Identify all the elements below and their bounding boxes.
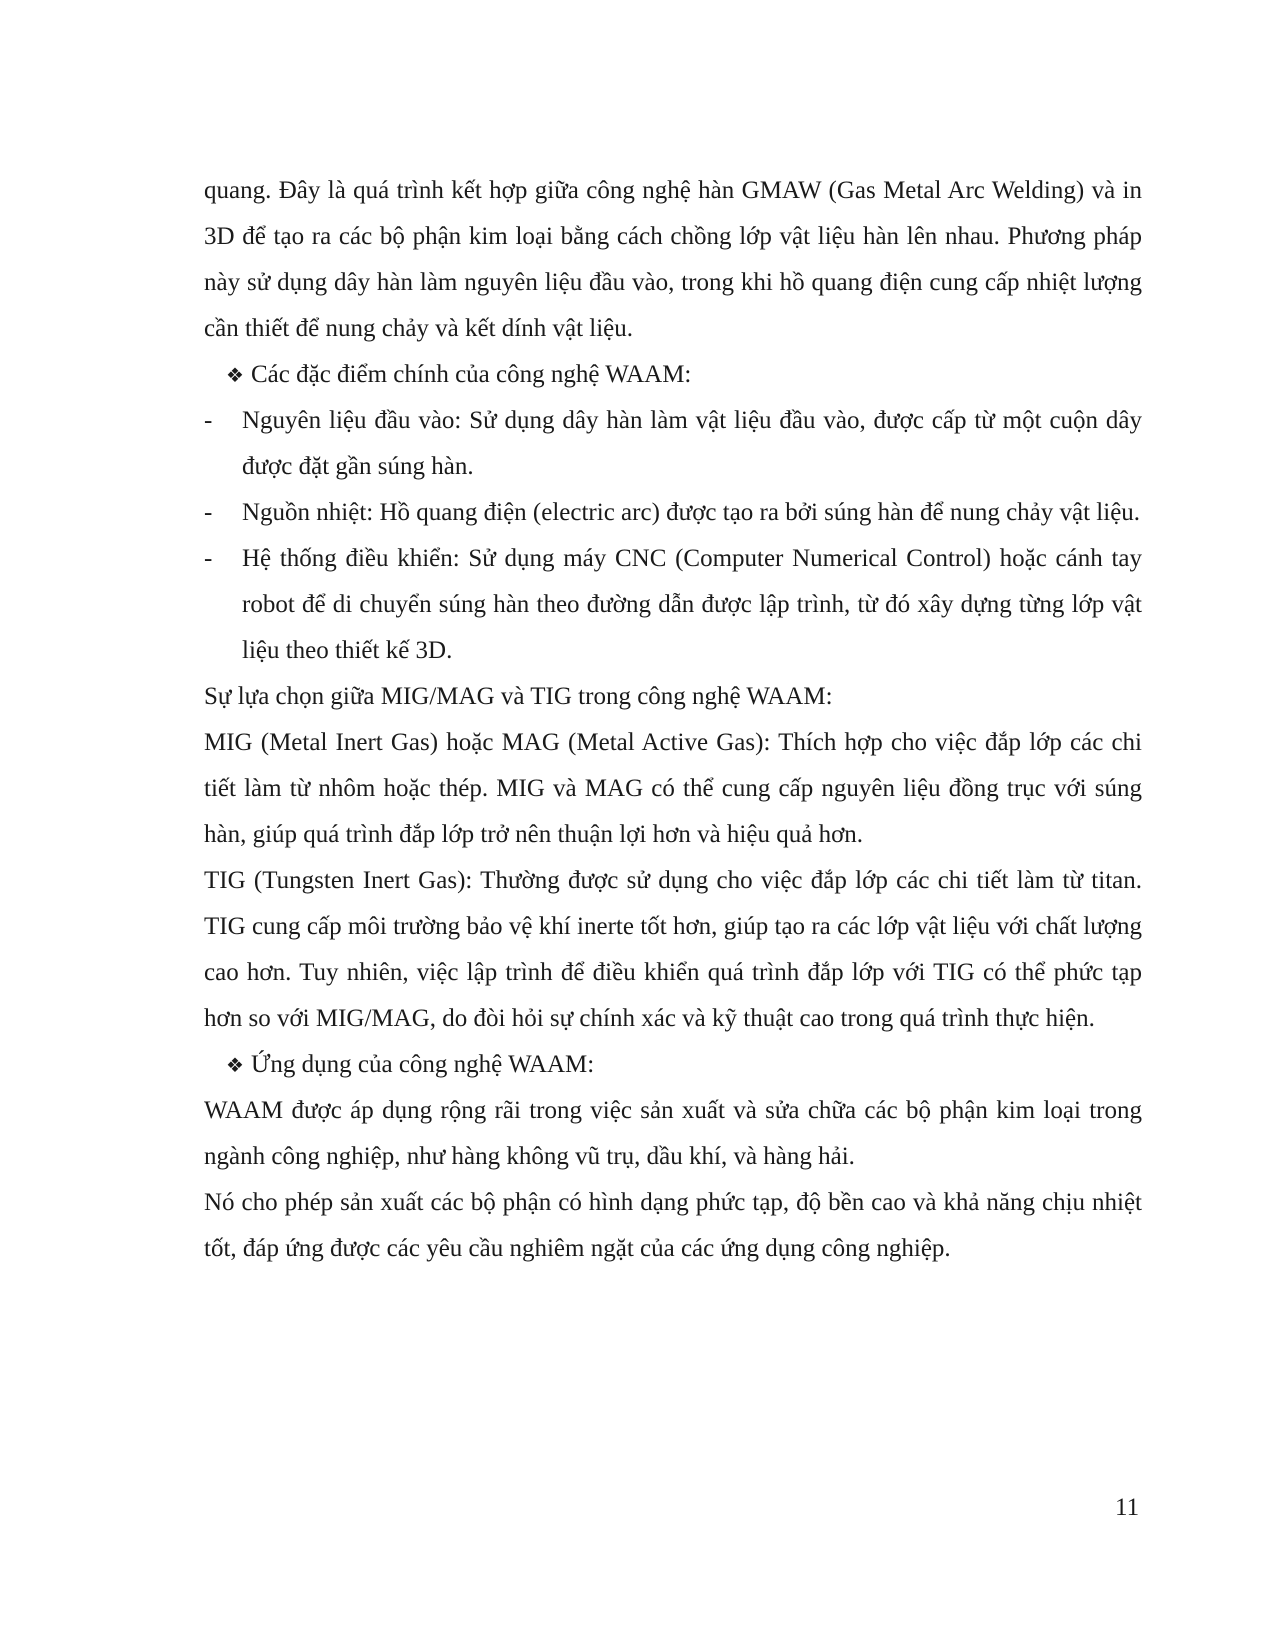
section-heading-text: Các đặc điểm chính của công nghệ WAAM: xyxy=(251,361,692,388)
section-heading-text: Ứng dụng của công nghệ WAAM: xyxy=(251,1051,595,1078)
list-item-text: Nguồn nhiệt: Hồ quang điện (electric arc) được tạo ra bởi súng hàn để nung chảy vật liệu. xyxy=(242,499,1141,526)
mig-mag-paragraph: MIG (Metal Inert Gas) hoặc MAG (Metal Active Gas): Thích hợp cho việc đắp lớp các chi tiết làm từ nhôm hoặc thép. MIG và MAG có thể cung cấp nguyên liệu đồng trục với súng hàn, giúp quá trình đắp lớp trở nên thuận lợi hơn và hiệu quả hơn. xyxy=(204,729,1142,848)
page-number: 11 xyxy=(1115,1494,1140,1521)
list-item xyxy=(204,490,1142,536)
applications-paragraph: WAAM được áp dụng rộng rãi trong việc sản xuất và sửa chữa các bộ phận kim loại trong ngành công nghiệp, như hàng không vũ trụ, dầu khí, và hàng hải. xyxy=(204,1097,1142,1170)
list-item-text: Nguyên liệu đầu vào: Sử dụng dây hàn làm vật liệu đầu vào, được cấp từ một cuộn dây được đặt gần súng hàn. xyxy=(242,407,1142,480)
dash-marker: - xyxy=(204,407,213,434)
list-item xyxy=(204,536,1142,674)
page-body xyxy=(204,168,1142,1272)
dash-marker: - xyxy=(204,499,213,526)
list-item-text: Hệ thống điều khiển: Sử dụng máy CNC (Computer Numerical Control) hoặc cánh tay robot để di chuyển súng hàn theo đường dẫn được lập trình, từ đó xây dựng từng lớp vật liệu theo thiết kế 3D. xyxy=(242,545,1142,664)
dash-marker: - xyxy=(204,545,213,572)
section-heading-applications xyxy=(204,1042,1142,1088)
advantages-paragraph: Nó cho phép sản xuất các bộ phận có hình dạng phức tạp, độ bền cao và khả năng chịu nhiệt tốt, đáp ứng được các yêu cầu nghiêm ngặt của các ứng dụng công nghiệp. xyxy=(204,1189,1142,1262)
diamond-bullet-icon: ❖ xyxy=(226,1053,244,1077)
list-item xyxy=(204,398,1142,490)
selection-heading-paragraph: Sự lựa chọn giữa MIG/MAG và TIG trong công nghệ WAAM: xyxy=(204,683,833,710)
section-heading-features xyxy=(204,352,1142,398)
tig-paragraph: TIG (Tungsten Inert Gas): Thường được sử dụng cho việc đắp lớp các chi tiết làm từ titan. TIG cung cấp môi trường bảo vệ khí inerte tốt hơn, giúp tạo ra các lớp vật liệu với chất lượng cao hơn. Tuy nhiên, việc lập trình để điều khiển quá trình đắp lớp với TIG có thể phức tạp hơn so với MIG/MAG, do đòi hỏi sự chính xác và kỹ thuật cao trong quá trình thực hiện. xyxy=(204,867,1142,1032)
intro-paragraph: quang. Đây là quá trình kết hợp giữa công nghệ hàn GMAW (Gas Metal Arc Welding) và in 3D để tạo ra các bộ phận kim loại bằng cách chồng lớp vật liệu hàn lên nhau. Phương pháp này sử dụng dây hàn làm nguyên liệu đầu vào, trong khi hồ quang điện cung cấp nhiệt lượng cần thiết để nung chảy và kết dính vật liệu. xyxy=(204,177,1142,342)
diamond-bullet-icon: ❖ xyxy=(226,363,244,387)
